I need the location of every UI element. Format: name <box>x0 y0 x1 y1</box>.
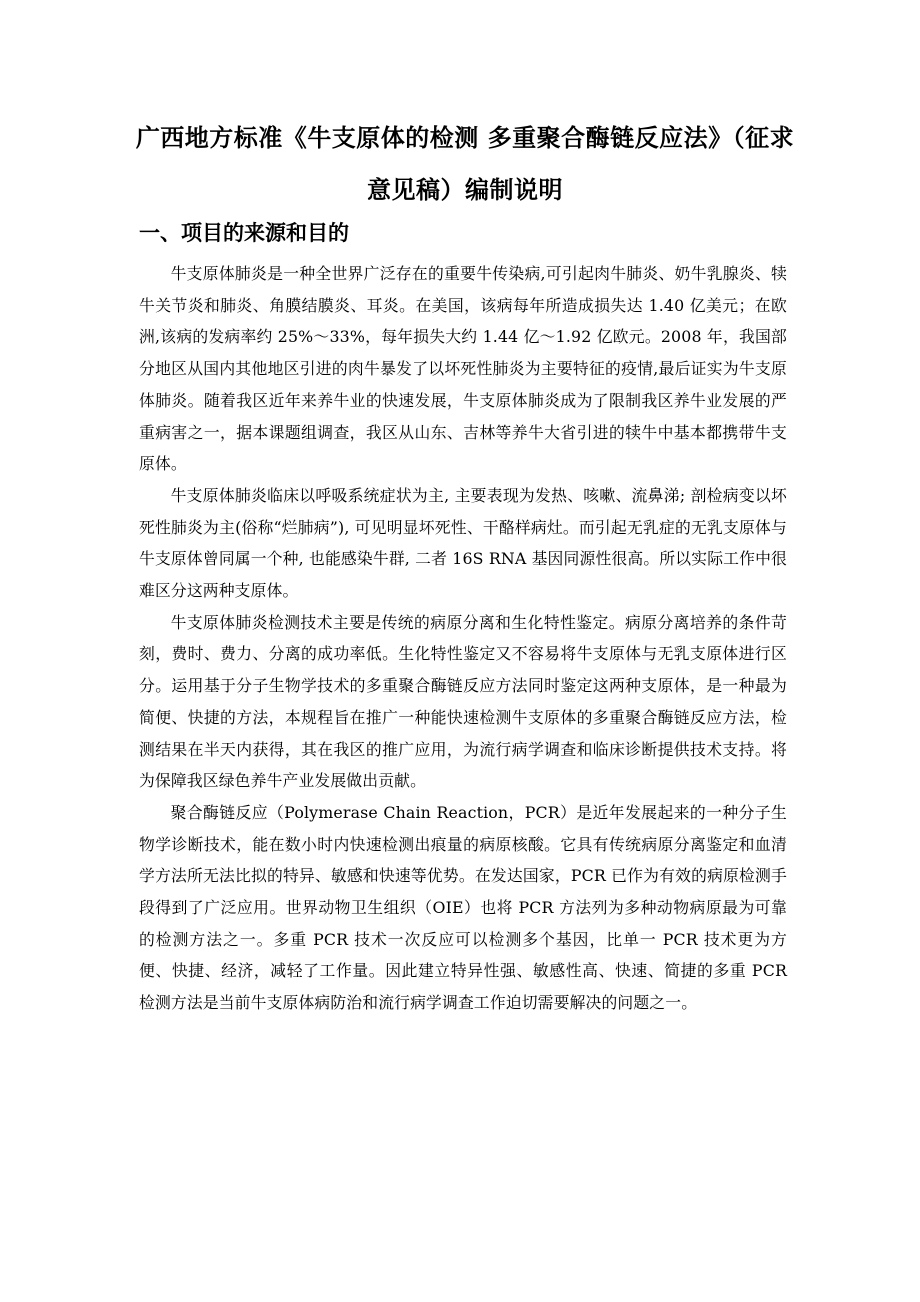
paragraph-clinical-symptoms: 牛支原体肺炎临床以呼吸系统症状为主, 主要表现为发热、咳嗽、流鼻涕; 剖检病变以坏死性肺炎为主(俗称“烂肺病”), 可见明显坏死性、干酪样病灶。而引起无乳症的无乳支原体与牛支原体曾同属一个种, 也能感染牛群, 二者 16S RNA 基因同源性很高。所以实际工作中很难区分这两种支原体。 <box>139 485 787 601</box>
section-body <box>139 258 787 1019</box>
paragraph-detection-methods: 牛支原体肺炎检测技术主要是传统的病原分离和生化特性鉴定。病原分离培养的条件苛刻，费时、费力、分离的成功率低。生化特性鉴定又不容易将牛支原体与无乳支原体进行区分。运用基于分子生物学技术的多重聚合酶链反应方法同时鉴定这两种支原体，是一种最为简便、快捷的方法，本规程旨在推广一种能快速检测牛支原体的多重聚合酶链反应方法，检测结果在半天内获得，其在我区的推广应用，为流行病学调查和临床诊断提供技术支持。将为保障我区绿色养牛产业发展做出贡献。 <box>139 612 787 791</box>
section-heading-source-and-purpose: 一、项目的来源和目的 <box>139 221 349 245</box>
paragraph-pcr-technology: 聚合酶链反应（Polymerase Chain Reaction，PCR）是近年发展起来的一种分子生物学诊断技术，能在数小时内快速检测出痕量的病原核酸。它具有传统病原分离鉴定和血清学方法所无法比拟的特异、敏感和快速等优势。在发达国家，PCR 已作为有效的病原检测手段得到了广泛应用。世界动物卫生组织（OIE）也将 PCR 方法列为多种动物病原最为可靠的检测方法之一。多重 PCR 技术一次反应可以检测多个基因，比单一 PCR 技术更为方便、快捷、经济，减轻了工作量。因此建立特异性强、敏感性高、快速、简捷的多重 PCR 检测方法是当前牛支原体病防治和流行病学调查工作迫切需要解决的问题之一。 <box>139 802 787 1013</box>
document-title: 广西地方标准《牛支原体的检测 多重聚合酶链反应法》（征求意见稿）编制说明 <box>135 124 795 204</box>
paragraph-background: 牛支原体肺炎是一种全世界广泛存在的重要牛传染病,可引起肉牛肺炎、奶牛乳腺炎、犊牛关节炎和肺炎、角膜结膜炎、耳炎。在美国，该病每年所造成损失达 1.40 亿美元；在欧洲,该病的发病率约 25%～33%，每年损失大约 1.44 亿～1.92 亿欧元。2008 年，我国部分地区从国内其他地区引进的肉牛暴发了以坏死性肺炎为主要特征的疫情,最后证实为牛支原体肺炎。随着我区近年来养牛业的快速发展，牛支原体肺炎成为了限制我区养牛业发展的严重病害之一，据本课题组调查，我区从山东、吉林等养牛大省引进的犊牛中基本都携带牛支原体。 <box>139 264 787 474</box>
